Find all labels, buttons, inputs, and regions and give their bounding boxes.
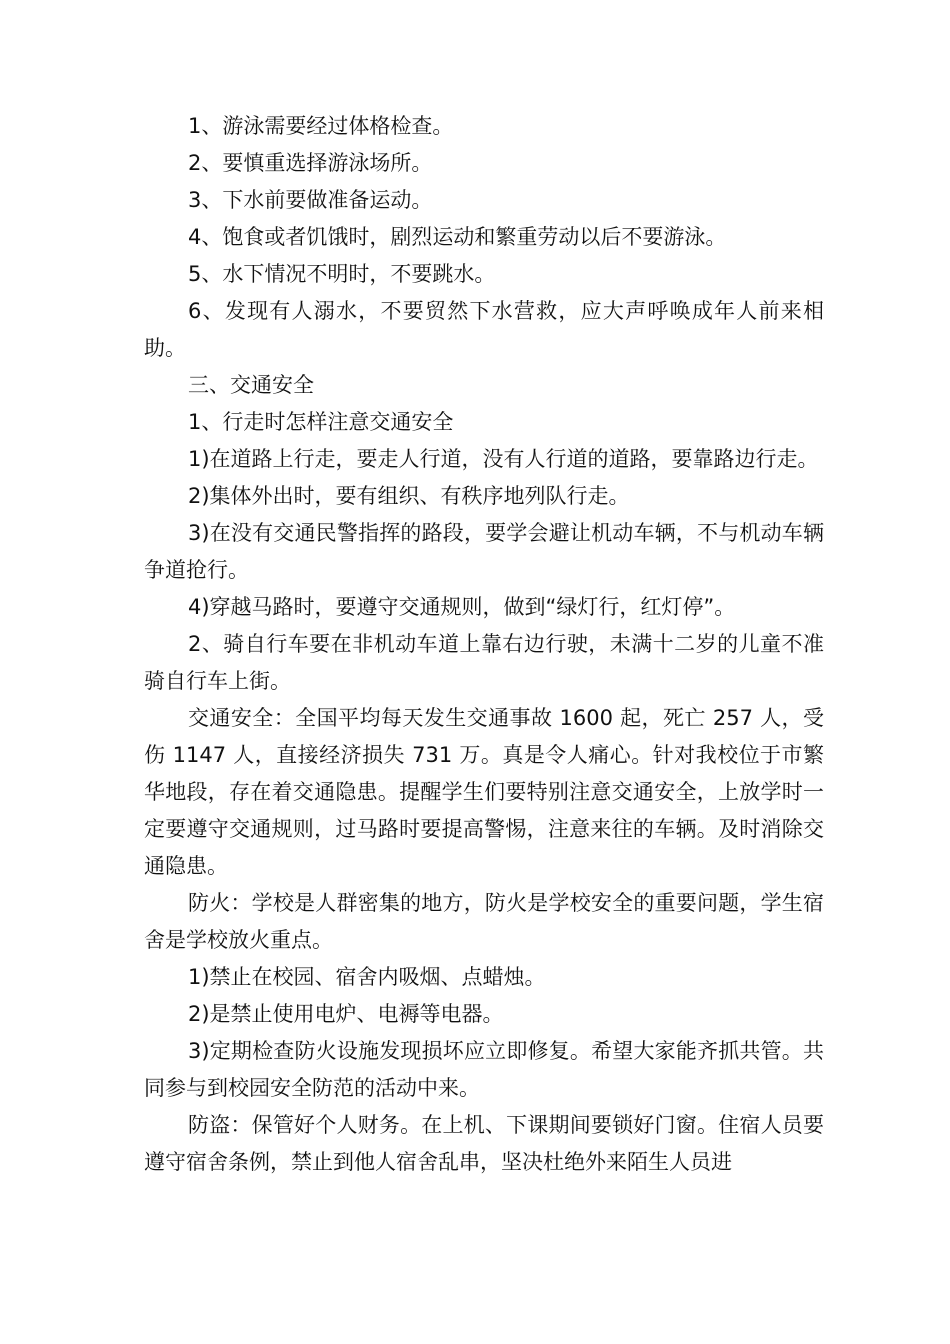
paragraph-theft-prevention: 防盗：保管好个人财务。在上机、下课期间要锁好门窗。住宿人员要遵守宿舍条例，禁止到他人宿舍乱串，坚决杜绝外来陌生人员进 bbox=[144, 1113, 824, 1174]
paragraph-fire-prevention: 防火：学校是人群密集的地方，防火是学校安全的重要问题，学生宿舍是学校放火重点。 bbox=[144, 891, 824, 952]
subheading-walking: 1、行走时怎样注意交通安全 bbox=[188, 410, 454, 434]
paragraph-walk-1: 1)在道路上行走，要走人行道，没有人行道的道路，要靠路边行走。 bbox=[188, 447, 819, 471]
paragraph-bicycle: 2、骑自行车要在非机动车道上靠右边行驶，未满十二岁的儿童不准骑自行车上街。 bbox=[144, 632, 824, 693]
paragraph-walk-4: 4)穿越马路时，要遵守交通规则，做到“绿灯行，红灯停”。 bbox=[188, 595, 736, 619]
paragraph-traffic-safety: 交通安全：全国平均每天发生交通事故 1600 起，死亡 257 人，受伤 1147 人，直接经济损失 731 万。真是令人痛心。针对我校位于市繁华地段，存在着交通隐患。提醒学生们要特别注意交通安全，上放学时一定要遵守交通规则，过马路时要提高警惕，注意来往的车辆。及时消除交通隐患。 bbox=[144, 706, 824, 878]
paragraph-walk-2: 2)集体外出时，要有组织、有秩序地列队行走。 bbox=[188, 484, 630, 508]
paragraph-fire-1: 1)禁止在校园、宿舍内吸烟、点蜡烛。 bbox=[188, 965, 546, 989]
paragraph-swim-6: 6、发现有人溺水，不要贸然下水营救，应大声呼唤成年人前来相助。 bbox=[144, 299, 824, 360]
paragraph-swim-4: 4、饱食或者饥饿时，剧烈运动和繁重劳动以后不要游泳。 bbox=[188, 225, 727, 249]
paragraph-walk-3: 3)在没有交通民警指挥的路段，要学会避让机动车辆，不与机动车辆争道抢行。 bbox=[144, 521, 824, 582]
paragraph-swim-3: 3、下水前要做准备运动。 bbox=[188, 188, 433, 212]
document-body bbox=[144, 108, 824, 1181]
paragraph-fire-3: 3)定期检查防火设施发现损坏应立即修复。希望大家能齐抓共管。共同参与到校园安全防范的活动中来。 bbox=[144, 1039, 824, 1100]
section-heading-traffic: 三、交通安全 bbox=[188, 373, 314, 397]
paragraph-swim-2: 2、要慎重选择游泳场所。 bbox=[188, 151, 433, 175]
paragraph-swim-1: 1、游泳需要经过体格检查。 bbox=[188, 114, 454, 138]
paragraph-fire-2: 2)是禁止使用电炉、电褥等电器。 bbox=[188, 1002, 504, 1026]
paragraph-swim-5: 5、水下情况不明时，不要跳水。 bbox=[188, 262, 496, 286]
